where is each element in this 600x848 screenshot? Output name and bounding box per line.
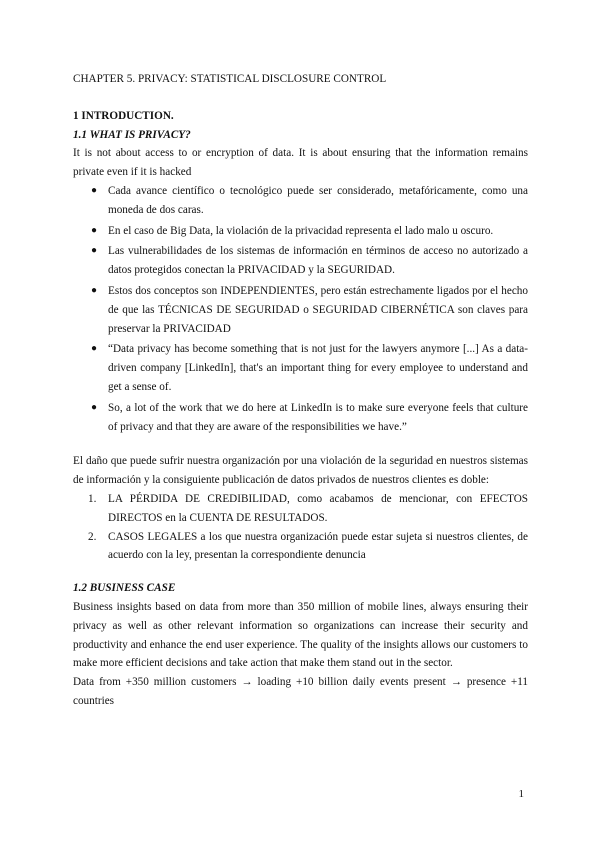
list-item bbox=[88, 490, 528, 528]
list-item-text: LA PÉRDIDA DE CREDIBILIDAD, como acabamos de mencionar, con EFECTOS DIRECTOS en la CUENTA DE RESULTADOS. bbox=[108, 492, 528, 524]
list-item bbox=[91, 242, 528, 280]
list-item-number: 1. bbox=[88, 492, 97, 505]
list-item-text: Cada avance científico o tecnológico puede ser considerado, metafóricamente, como una moneda de dos caras. bbox=[108, 184, 528, 216]
list-item-number: 2. bbox=[88, 530, 97, 543]
list-item bbox=[88, 528, 528, 566]
data-summary-line: Data from +350 million customers → loading +10 billion daily events present → presence +11 countries bbox=[73, 676, 528, 707]
document-page bbox=[73, 70, 528, 711]
list-item bbox=[91, 340, 528, 396]
damage-intro-paragraph: El daño que puede sufrir nuestra organización por una violación de la seguridad en nuestros sistemas de información y la consiguiente publicación de datos privados de nuestros clientes es doble: bbox=[73, 455, 528, 487]
list-item-text: “Data privacy has become something that is not just for the lawyers anymore [...] As a data-driven company [LinkedIn], that's an important thing for every employee to understand and get a sense of. bbox=[108, 343, 528, 393]
list-item-text: En el caso de Big Data, la violación de la privacidad representa el lado malo u oscuro. bbox=[108, 224, 494, 237]
chapter-title: CHAPTER 5. PRIVACY: STATISTICAL DISCLOSURE CONTROL bbox=[73, 73, 387, 85]
spacer bbox=[73, 438, 528, 452]
privacy-bullet-list bbox=[73, 182, 528, 436]
damage-numbered-list bbox=[73, 490, 528, 565]
bullet-icon: ● bbox=[91, 245, 98, 257]
list-item bbox=[91, 182, 528, 220]
list-item bbox=[91, 282, 528, 338]
list-item bbox=[91, 399, 528, 437]
bullet-icon: ● bbox=[91, 284, 98, 296]
list-item bbox=[91, 222, 528, 241]
list-item-text: So, a lot of the work that we do here at LinkedIn is to make sure everyone feels that culture of privacy and that they are aware of the responsibilities we have.” bbox=[108, 401, 528, 433]
subsection-heading-business-case: 1.2 BUSINESS CASE bbox=[73, 582, 176, 595]
page-number: 1 bbox=[518, 788, 524, 800]
section-heading-introduction: 1 INTRODUCTION. bbox=[73, 109, 174, 122]
bullet-icon: ● bbox=[91, 224, 98, 236]
list-item-text: Las vulnerabilidades de los sistemas de información en términos de acceso no autorizado a datos protegidos conectan la PRIVACIDAD y la SEGURIDAD. bbox=[108, 245, 528, 277]
list-item-text: Estos dos conceptos son INDEPENDIENTES, pero están estrechamente ligados por el hecho de que las TÉCNICAS DE SEGURIDAD o SEGURIDAD CIBERNÉTICA son claves para preservar la PRIVACIDAD bbox=[108, 284, 528, 335]
intro-paragraph: It is not about access to or encryption of data. It is about ensuring that the information remains private even if it is hacked bbox=[73, 147, 528, 179]
spacer bbox=[73, 565, 528, 579]
list-item-text: CASOS LEGALES a los que nuestra organización puede estar sujeta si nuestros clientes, de acuerdo con la ley, presentan la correspondiente denuncia bbox=[108, 530, 528, 562]
business-case-paragraph: Business insights based on data from more than 350 million of mobile lines, always ensuring their privacy as well as other relevant information so organizations can increase their security and productivity and enhance the end user experience. The quality of the insights allows our customers to make more efficient decisions and take action that make them stand out in the sector. bbox=[73, 600, 528, 670]
subsection-heading-what-is-privacy: 1.1 WHAT IS PRIVACY? bbox=[73, 128, 191, 141]
bullet-icon: ● bbox=[91, 343, 98, 355]
bullet-icon: ● bbox=[91, 184, 98, 196]
bullet-icon: ● bbox=[91, 401, 98, 413]
